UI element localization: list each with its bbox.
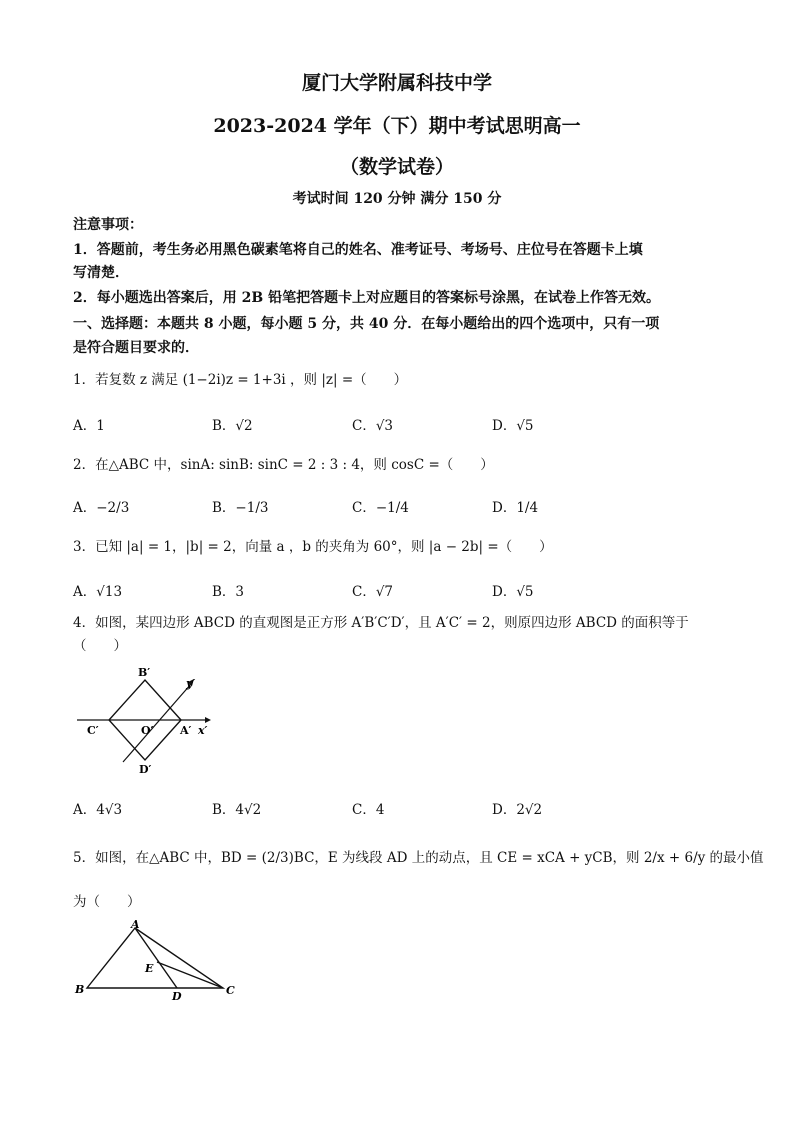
section-1-line-1: 一、选择题：本题共 8 小题，每小题 5 分，共 40 分．在每小题给出的四个选项中，只有一项	[73, 316, 660, 332]
q1-option-a: A．1	[73, 418, 105, 434]
segment-ad	[135, 928, 177, 988]
label-b-prime: B′	[138, 666, 151, 679]
y-prime-axis	[123, 684, 191, 762]
label-o-prime: O′	[141, 724, 154, 737]
q4-figure	[73, 662, 213, 780]
q4-option-d: D．2√2	[492, 802, 543, 818]
q3-option-c: C．√7	[352, 584, 394, 600]
x-axis-arrow	[205, 717, 211, 723]
notice-item-1-line-2: 写清楚．	[73, 265, 129, 281]
question-4-stem-line-2: （ ）	[73, 638, 127, 654]
q2-option-b: B．−1/3	[212, 500, 269, 516]
q3-option-a: A．√13	[73, 584, 123, 600]
q1-option-d: D．√5	[492, 418, 534, 434]
question-5-stem-line-1: 5．如图，在△ABC 中，BD = (2/3)BC，E 为线段 AD 上的动点，且 CE = xCA + yCB，则 2/x + 6/y 的最小值	[73, 850, 764, 866]
q2-option-a: A．−2/3	[73, 500, 130, 516]
q2-option-d: D．1/4	[492, 500, 539, 516]
question-5-stem-line-2: 为（ ）	[73, 894, 141, 910]
q3-option-b: B．3	[212, 584, 245, 600]
q4-option-a: A．4√3	[73, 802, 123, 818]
label-x-prime: x′	[198, 724, 208, 737]
triangle-abc	[87, 928, 223, 988]
school-title: 厦门大学附属科技中学	[301, 72, 492, 94]
label-a: A	[131, 918, 140, 931]
notice-heading: 注意事项：	[73, 217, 143, 233]
q1-option-c: C．√3	[352, 418, 394, 434]
label-d: D	[172, 990, 182, 1003]
question-3-stem: 3．已知 |a| = 1，|b| = 2，向量 a ，b 的夹角为 60°，则 |a − 2b| =（ ）	[73, 539, 553, 555]
q4-option-c: C．4	[352, 802, 385, 818]
time-score: 考试时间 120 分钟 满分 150 分	[292, 191, 502, 207]
label-d-prime: D′	[139, 763, 152, 776]
question-4-stem-line-1: 4．如图，某四边形 ABCD 的直观图是正方形 A′B′C′D′，且 A′C′ = 2，则原四边形 ABCD 的面积等于	[73, 615, 689, 631]
label-y-prime: y′	[186, 677, 196, 690]
exam-title: 2023-2024 学年（下）期中考试思明高一	[213, 115, 581, 137]
q3-option-d: D．√5	[492, 584, 534, 600]
q5-figure	[73, 918, 243, 1004]
question-2-stem: 2．在△ABC 中，sinA: sinB: sinC = 2 : 3 : 4，则 cosC =（ ）	[73, 457, 494, 473]
subject-title: （数学试卷）	[339, 156, 454, 178]
notice-item-1-line-1: 1．答题前，考生务必用黑色碳素笔将自己的姓名、准考证号、考场号、庄位号在答题卡上填	[73, 242, 643, 258]
section-1-line-2: 是符合题目要求的．	[73, 340, 199, 356]
q2-option-c: C．−1/4	[352, 500, 409, 516]
question-1-stem: 1．若复数 z 满足 (1−2i)z = 1+3i ，则 |z| =（ ）	[73, 372, 408, 388]
notice-item-2: 2．每小题选出答案后，用 2B 铅笔把答题卡上对应题目的答案标号涂黑，在试卷上作答无效。	[73, 290, 661, 306]
q1-option-b: B．√2	[212, 418, 253, 434]
label-e: E	[145, 962, 154, 975]
label-a-prime: A′	[180, 724, 192, 737]
label-b: B	[75, 983, 85, 996]
q4-option-b: B．4√2	[212, 802, 262, 818]
label-c: C	[226, 984, 235, 997]
label-c-prime: C′	[87, 724, 99, 737]
